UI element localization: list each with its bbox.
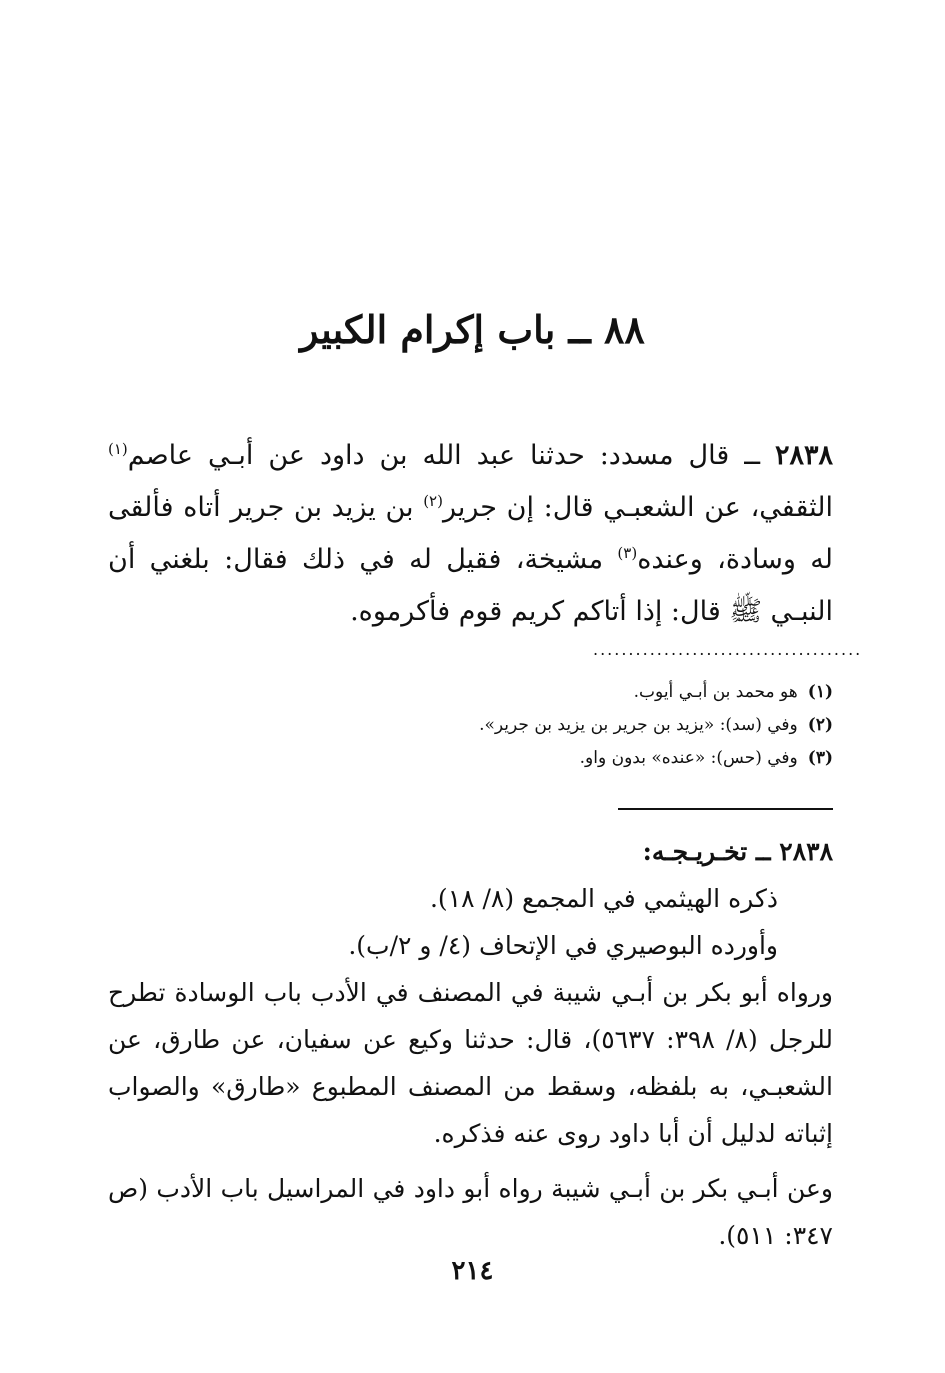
takhrij-heading: ٢٨٣٨ ــ تخـريـجـه: bbox=[642, 837, 833, 866]
takhrij-paragraph-1: ورواه أبو بكر بن أبـي شيبة في المصنف في الأدب باب الوسادة تطرح للرجل (٨/ ٣٩٨: ٥٦٣٧)، قال: حدثنا وكيع عن سفيان، عن طارق، عن الشعبـي، به بلفظه، وسقط من المصنف المطبوع «طارق» والصواب إثباته لدليل أن أبا داود روى عنه فذكره. bbox=[108, 978, 834, 1148]
hadith-number: ٢٨٣٨ bbox=[774, 440, 833, 471]
hadith-text-part-3: بن يزيد بن جرير أتاه فألقى له وسادة، وعنده bbox=[108, 492, 833, 575]
footnote-number: (٣) bbox=[807, 748, 833, 768]
footnote-text: وفي (سد): «يزيد بن جرير بن يزيد بن جرير». bbox=[479, 715, 798, 735]
takhrij-line-1: ذكره الهيثمي في المجمع (٨/ ١٨). bbox=[429, 884, 778, 913]
hadith-text bbox=[108, 430, 833, 638]
takhrij-paragraph-2: وعن أبـي بكر بن أبـي شيبة رواه أبو داود في المراسيل باب الأدب (ص ٣٤٧: ٥١١). bbox=[108, 1174, 833, 1250]
section-divider bbox=[618, 808, 833, 810]
takhrij-section bbox=[108, 828, 833, 1259]
footnote-number: (٢) bbox=[807, 715, 833, 735]
hadith-text-part-2: الثقفي، عن الشعبـي قال: إن جرير bbox=[442, 492, 833, 523]
footnote-item bbox=[108, 676, 833, 709]
footnote-text: وفي (حس): «عنده» بدون واو. bbox=[579, 748, 798, 768]
footnote-item bbox=[108, 709, 833, 742]
footnote-text: هو محمد بن أبـي أيوب. bbox=[633, 682, 798, 702]
hadith-text-part-1: ــ قال مسدد: حدثنا عبد الله بن داود عن أبـي عاصم bbox=[127, 440, 775, 471]
footnote-ref-3[interactable]: (٣) bbox=[617, 544, 638, 562]
footnote-ref-2[interactable]: (٢) bbox=[423, 492, 443, 510]
takhrij-line-2: وأورده البوصيري في الإتحاف (٤/ و ٢/ب). bbox=[348, 931, 778, 960]
page-number: ٢١٤ bbox=[451, 1256, 494, 1286]
chapter-title: ٨٨ ــ باب إكرام الكبير bbox=[300, 307, 645, 352]
footnote-ref-1[interactable]: (١) bbox=[108, 440, 128, 458]
footnote-number: (١) bbox=[807, 682, 833, 702]
footnote-item bbox=[108, 742, 833, 775]
footnote-separator: ...................................... bbox=[593, 640, 863, 659]
hadith-text-part-4: مشيخة، فقيل له في ذلك فقال: بلغني أن النبـي ﷺ قال: إذا أتاكم كريم قوم فأكرموه. bbox=[108, 544, 833, 627]
footnotes-list bbox=[108, 676, 833, 775]
